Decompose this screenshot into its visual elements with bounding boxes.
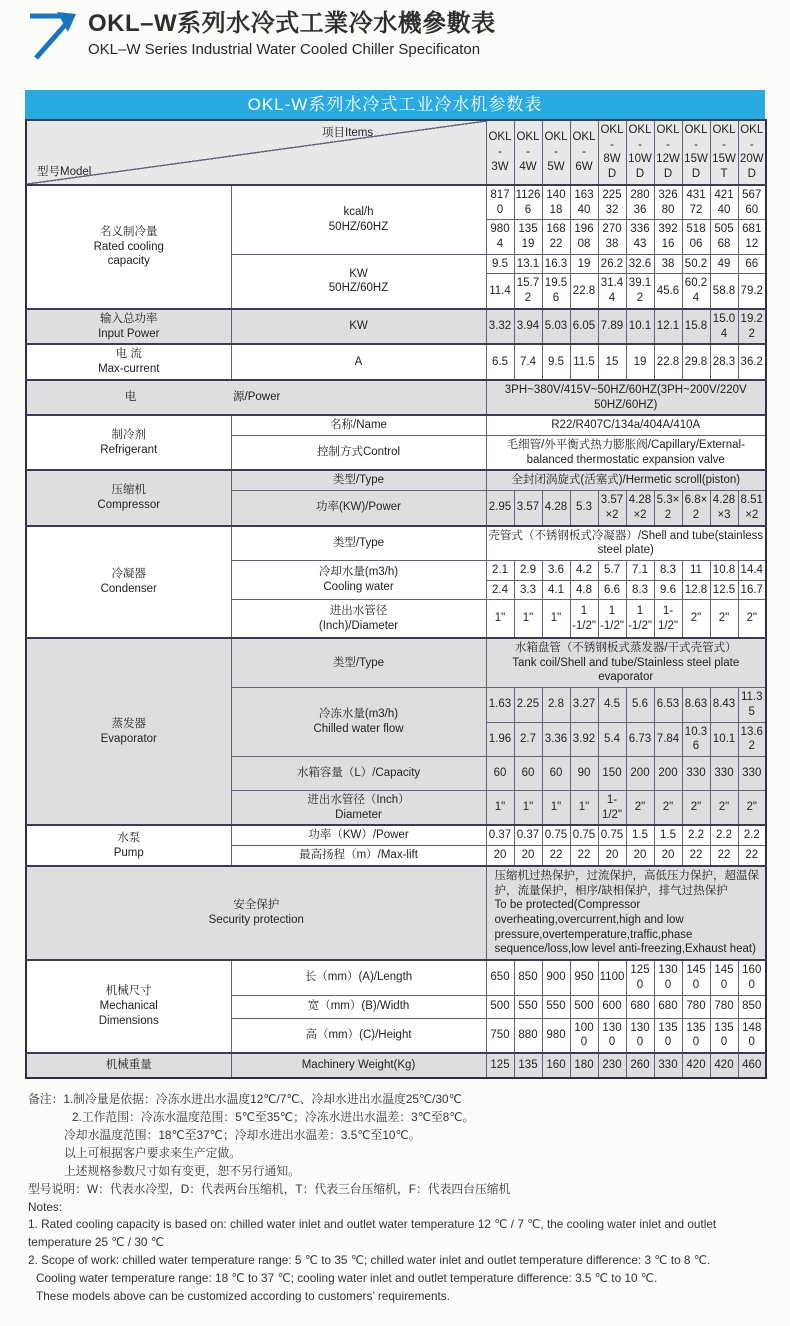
table-row [26, 344, 766, 379]
power-label-cn: 电 [124, 391, 137, 404]
section-label: 蒸发器 Evaporator [26, 638, 231, 825]
value-cell: 19608 [570, 220, 598, 254]
value-cell: 550 [542, 995, 570, 1018]
item-label: KW [231, 309, 486, 344]
value-cell: 1-1/2" [598, 790, 626, 825]
value-cell: 3.57×2 [598, 491, 626, 526]
note-line: 冷却水温度范围：18℃至37℃；冷却水进出水温差：3.5℃至10℃。 [64, 1127, 421, 1142]
value-cell: 10.8 [710, 560, 738, 580]
value-cell: 12.5 [710, 580, 738, 600]
up-right-arrow-icon [24, 8, 82, 67]
page-header [0, 0, 790, 74]
value-cell: 27038 [598, 220, 626, 254]
table-row [26, 185, 766, 220]
value-cell: 850 [514, 960, 542, 995]
value-cell: 5.7 [598, 560, 626, 580]
table-row [26, 380, 766, 415]
value-cell: 60 [542, 756, 570, 790]
item-label: 功率（KW）/Power [231, 825, 486, 845]
note-line: 1. Rated cooling capacity is based on: chilled water inlet and outlet water temperature 12 ℃ / 7 ℃, the cooling water inlet and outlet [28, 1217, 717, 1232]
item-label: 名称/Name [231, 415, 486, 435]
value-cell: 6.8×2 [682, 491, 710, 526]
value-cell: 15 [598, 344, 626, 379]
table-title: OKL-W系列水冷式工业冷水机参数表 [25, 90, 765, 119]
value-cell: 28036 [626, 185, 654, 220]
value-cell: 3.92 [570, 722, 598, 756]
power-label-en: 源/Power [233, 391, 281, 404]
value-cell: 1" [486, 790, 514, 825]
value-cell: 2" [710, 790, 738, 825]
value-cell: 20 [654, 846, 682, 866]
value-cell: 1100 [598, 960, 626, 995]
value-cell: 22 [710, 846, 738, 866]
column-header-model: OKL- 12WD [654, 120, 682, 185]
section-label: 安全保护 Security protection [26, 866, 486, 960]
value-cell: 16.7 [738, 580, 766, 600]
value-cell: 8.3 [654, 560, 682, 580]
value-cell: 7.84 [654, 722, 682, 756]
value-cell: 1480 [738, 1018, 766, 1053]
item-label: 高（mm）(C)/Height [231, 1018, 486, 1053]
value-cell: 38 [654, 254, 682, 274]
value-cell: 1350 [682, 1018, 710, 1053]
value-cell: 28.3 [710, 344, 738, 379]
value-cell: 19.56 [542, 274, 570, 309]
value-cell: 19 [626, 344, 654, 379]
value-cell: 135 [514, 1053, 542, 1078]
value-cell: 780 [710, 995, 738, 1018]
value-cell: 36.2 [738, 344, 766, 379]
value-cell: 1300 [598, 1018, 626, 1053]
value-cell: 2.8 [542, 688, 570, 722]
value-cell: 4.5 [598, 688, 626, 722]
value-cell: 2.2 [738, 825, 766, 845]
value-cell: 11 [682, 560, 710, 580]
column-header-model: OKL- 5W [542, 120, 570, 185]
value-cell: 1 -1/2" [570, 600, 598, 638]
value-cell: 230 [598, 1053, 626, 1078]
merged-value-cell: 毛细管/外平衡式热力膨胀阀/Capillary/External-balanced thermostatic expansion valve [486, 435, 766, 470]
item-label: 进出水管径（Inch） Diameter [231, 790, 486, 825]
value-cell: 2" [682, 790, 710, 825]
value-cell: 60 [486, 756, 514, 790]
section-label: 制冷剂 Refrigerant [26, 415, 231, 470]
table-row [26, 638, 766, 688]
table-header-row [26, 120, 766, 185]
value-cell: 20 [486, 846, 514, 866]
item-label: 最高扬程（m）/Max-lift [231, 846, 486, 866]
item-label: 宽（mm）(B)/Width [231, 995, 486, 1018]
item-label: 类型/Type [231, 470, 486, 490]
value-cell: 22532 [598, 185, 626, 220]
value-cell: 420 [682, 1053, 710, 1078]
power-label [28, 390, 485, 405]
item-label: Machinery Weight(Kg) [231, 1053, 486, 1078]
value-cell: 9.5 [542, 344, 570, 379]
value-cell: 3.36 [542, 722, 570, 756]
section-label: 水泵 Pump [26, 825, 231, 865]
value-cell: 45.6 [654, 274, 682, 309]
value-cell: 9.5 [486, 254, 514, 274]
value-cell: 9.6 [654, 580, 682, 600]
value-cell: 2" [682, 600, 710, 638]
value-cell: 2.2 [682, 825, 710, 845]
value-cell: 0.37 [514, 825, 542, 845]
value-cell: 9804 [486, 220, 514, 254]
value-cell: 42140 [710, 185, 738, 220]
note-line: 型号说明：W：代表水冷型，D：代表两台压缩机，T：代表三台压缩机，F：代表四台压缩机 [28, 1181, 511, 1196]
section-label: 压缩机 Compressor [26, 470, 231, 525]
value-cell: 1.96 [486, 722, 514, 756]
item-label: 类型/Type [231, 526, 486, 561]
value-cell: 2.2 [710, 825, 738, 845]
value-cell: 1 -1/2" [598, 600, 626, 638]
value-cell: 39.12 [626, 274, 654, 309]
value-cell: 1.63 [486, 688, 514, 722]
value-cell: 5.4 [598, 722, 626, 756]
value-cell: 49 [710, 254, 738, 274]
value-cell: 4.8 [570, 580, 598, 600]
merged-value-cell: 全封闭涡旋式(活塞式)/Hermetic scroll(piston) [486, 470, 766, 490]
note-line: 2. Scope of work: chilled water temperature range: 5 ℃ to 35 ℃; chilled water inlet and outlet temperature difference: 3 ℃ to 8 ℃. [28, 1253, 711, 1268]
value-cell: 680 [626, 995, 654, 1018]
table-row [26, 526, 766, 561]
value-cell: 19 [570, 254, 598, 274]
value-cell: 33643 [626, 220, 654, 254]
value-cell: 16.3 [542, 254, 570, 274]
value-cell: 14.4 [738, 560, 766, 580]
value-cell: 160 [542, 1053, 570, 1078]
value-cell: 66 [738, 254, 766, 274]
item-label: 类型/Type [231, 638, 486, 688]
value-cell: 5.3×2 [654, 491, 682, 526]
column-header-model: OKL- 20WD [738, 120, 766, 185]
value-cell: 0.75 [570, 825, 598, 845]
column-header-model: OKL- 4W [514, 120, 542, 185]
value-cell: 7.1 [626, 560, 654, 580]
value-cell: 4.28×3 [710, 491, 738, 526]
column-header-model: OKL- 15WD [682, 120, 710, 185]
value-cell: 330 [710, 756, 738, 790]
value-cell: 0.37 [486, 825, 514, 845]
value-cell: 3.57 [514, 491, 542, 526]
value-cell: 180 [570, 1053, 598, 1078]
table-row [26, 309, 766, 344]
spec-table [25, 119, 767, 1079]
table-row [26, 1053, 766, 1078]
item-label: 冷却水量(m3/h) Cooling water [231, 560, 486, 599]
value-cell: 330 [654, 1053, 682, 1078]
table-row [26, 960, 766, 995]
item-label: A [231, 344, 486, 379]
value-cell: 330 [738, 756, 766, 790]
value-cell: 2" [626, 790, 654, 825]
value-cell: 3.94 [514, 309, 542, 344]
value-cell: 60 [514, 756, 542, 790]
value-cell: 1" [542, 790, 570, 825]
value-cell: 1.5 [654, 825, 682, 845]
value-cell: 0.75 [598, 825, 626, 845]
value-cell: 3.3 [514, 580, 542, 600]
value-cell: 3.32 [486, 309, 514, 344]
value-cell: 32.6 [626, 254, 654, 274]
merged-value-cell: 壳管式（不锈钢板式冷凝器）/Shell and tube(stainless steel plate) [486, 526, 766, 561]
value-cell: 2" [654, 790, 682, 825]
merged-value-cell: 3PH~380V/415V~50HZ/60HZ(3PH~200V/220V 50HZ/60HZ) [486, 380, 766, 415]
value-cell: 1" [570, 790, 598, 825]
value-cell: 3.6 [542, 560, 570, 580]
value-cell: 79.2 [738, 274, 766, 309]
value-cell: 16822 [542, 220, 570, 254]
column-header-model: OKL- 8WD [598, 120, 626, 185]
table-row [26, 470, 766, 490]
table-corner-cell [26, 120, 486, 185]
value-cell: 650 [486, 960, 514, 995]
page-title-zh: OKL–W系列水冷式工業冷水機參數表 [88, 10, 496, 37]
item-label: 长（mm）(A)/Length [231, 960, 486, 995]
value-cell: 1" [514, 790, 542, 825]
item-label: 控制方式Control [231, 435, 486, 470]
value-cell: 460 [738, 1053, 766, 1078]
column-header-model: OKL- 3W [486, 120, 514, 185]
value-cell: 2" [738, 790, 766, 825]
note-line: These models above can be customized according to customers’ requirements. [36, 1289, 450, 1304]
value-cell: 6.73 [626, 722, 654, 756]
value-cell: 500 [570, 995, 598, 1018]
table-row [26, 825, 766, 845]
value-cell: 850 [738, 995, 766, 1018]
value-cell: 6.53 [654, 688, 682, 722]
value-cell: 13.1 [514, 254, 542, 274]
value-cell: 150 [598, 756, 626, 790]
value-cell: 2.1 [486, 560, 514, 580]
value-cell: 32680 [654, 185, 682, 220]
value-cell: 1000 [570, 1018, 598, 1053]
value-cell: 22.8 [570, 274, 598, 309]
value-cell: 68112 [738, 220, 766, 254]
section-label [26, 380, 486, 415]
value-cell: 19.22 [738, 309, 766, 344]
value-cell: 15.04 [710, 309, 738, 344]
item-label: kcal/h 50HZ/60HZ [231, 185, 486, 254]
item-label: KW 50HZ/60HZ [231, 254, 486, 309]
value-cell: 58.8 [710, 274, 738, 309]
value-cell: 500 [486, 995, 514, 1018]
section-label: 冷凝器 Condenser [26, 526, 231, 638]
value-cell: 20 [514, 846, 542, 866]
section-label: 名义制冷量 Rated cooling capacity [26, 185, 231, 309]
value-cell: 2.95 [486, 491, 514, 526]
value-cell: 6.5 [486, 344, 514, 379]
value-cell: 8.43 [710, 688, 738, 722]
table-body [26, 185, 766, 1078]
table-head [26, 120, 766, 185]
value-cell: 90 [570, 756, 598, 790]
value-cell: 7.89 [598, 309, 626, 344]
note-line: 2.工作范围：冷冻水温度范围：5℃至35℃；冷冻水进出水温差：3℃至8℃。 [72, 1109, 475, 1124]
value-cell: 14018 [542, 185, 570, 220]
note-line: temperature 25 ℃ / 30 ℃ [28, 1235, 165, 1250]
value-cell: 2.4 [486, 580, 514, 600]
value-cell: 3.27 [570, 688, 598, 722]
note-line: Notes: [28, 1199, 63, 1214]
value-cell: 4.28×2 [626, 491, 654, 526]
column-header-model: OKL- 10WD [626, 120, 654, 185]
value-cell: 16340 [570, 185, 598, 220]
value-cell: 8170 [486, 185, 514, 220]
value-cell: 11.4 [486, 274, 514, 309]
value-cell: 750 [486, 1018, 514, 1053]
value-cell: 20 [598, 846, 626, 866]
table-row [26, 866, 766, 960]
value-cell: 600 [598, 995, 626, 1018]
value-cell: 22.8 [654, 344, 682, 379]
value-cell: 200 [626, 756, 654, 790]
value-cell: 13519 [514, 220, 542, 254]
value-cell: 950 [570, 960, 598, 995]
section-label: 机械尺寸 Mechanical Dimensions [26, 960, 231, 1053]
value-cell: 29.8 [682, 344, 710, 379]
value-cell: 10.1 [626, 309, 654, 344]
value-cell: 550 [514, 995, 542, 1018]
value-cell: 22 [738, 846, 766, 866]
corner-items-label: 项目Items [322, 127, 374, 139]
value-cell: 22 [542, 846, 570, 866]
value-cell: 8.3 [626, 580, 654, 600]
value-cell: 56760 [738, 185, 766, 220]
value-cell: 880 [514, 1018, 542, 1053]
value-cell: 43172 [682, 185, 710, 220]
value-cell: 900 [542, 960, 570, 995]
value-cell: 1600 [738, 960, 766, 995]
value-cell: 1300 [654, 960, 682, 995]
value-cell: 1350 [654, 1018, 682, 1053]
value-cell: 22 [682, 846, 710, 866]
value-cell: 1" [542, 600, 570, 638]
notes [28, 1091, 762, 1306]
value-cell: 11.35 [738, 688, 766, 722]
note-line: Cooling water temperature range: 18 ℃ to 37 ℃; cooling water inlet and outlet temperature difference: 3.5 ℃ to 10 ℃. [36, 1271, 658, 1286]
value-cell: 12.1 [654, 309, 682, 344]
section-label: 机械重量 [26, 1053, 231, 1078]
value-cell: 50.2 [682, 254, 710, 274]
value-cell: 4.1 [542, 580, 570, 600]
item-label: 冷冻水量(m3/h) Chilled water flow [231, 688, 486, 757]
value-cell: 1 -1/2" [626, 600, 654, 638]
value-cell: 1- 1/2" [654, 600, 682, 638]
value-cell: 1350 [710, 1018, 738, 1053]
value-cell: 1450 [710, 960, 738, 995]
value-cell: 1.5 [626, 825, 654, 845]
value-cell: 13.62 [738, 722, 766, 756]
value-cell: 8.63 [682, 688, 710, 722]
value-cell: 10.36 [682, 722, 710, 756]
item-label: 进出水管径 (Inch)/Diameter [231, 600, 486, 638]
value-cell: 4.2 [570, 560, 598, 580]
value-cell: 5.3 [570, 491, 598, 526]
value-cell: 5.03 [542, 309, 570, 344]
value-cell: 6.05 [570, 309, 598, 344]
value-cell: 2.7 [514, 722, 542, 756]
value-cell: 39216 [654, 220, 682, 254]
value-cell: 0.75 [542, 825, 570, 845]
value-cell: 12.8 [682, 580, 710, 600]
value-cell: 2.25 [514, 688, 542, 722]
value-cell: 31.44 [598, 274, 626, 309]
value-cell: 11.5 [570, 344, 598, 379]
column-header-model: OKL- 15WT [710, 120, 738, 185]
value-cell: 22 [570, 846, 598, 866]
value-cell: 2.9 [514, 560, 542, 580]
value-cell: 20 [626, 846, 654, 866]
value-cell: 420 [710, 1053, 738, 1078]
spec-table-wrap [25, 90, 765, 1079]
value-cell: 4.28 [542, 491, 570, 526]
table-row [26, 415, 766, 435]
value-cell: 26.2 [598, 254, 626, 274]
column-header-model: OKL- 6W [570, 120, 598, 185]
value-cell: 980 [542, 1018, 570, 1053]
value-cell: 200 [654, 756, 682, 790]
value-cell: 260 [626, 1053, 654, 1078]
value-cell: 330 [682, 756, 710, 790]
note-line: 上述规格参数尺寸如有变更，恕不另行通知。 [64, 1163, 300, 1178]
value-cell: 125 [486, 1053, 514, 1078]
page-title-en: OKL–W Series Industrial Water Cooled Chiller Specificaton [88, 40, 481, 58]
value-cell: 15.72 [514, 274, 542, 309]
merged-value-cell: 水箱盘管（不锈钢板式蒸发器/干式壳管式） Tank coil/Shell and tube/Stainless steel plate evaporator [486, 638, 766, 688]
item-label: 功率(KW)/Power [231, 491, 486, 526]
value-cell: 7.4 [514, 344, 542, 379]
value-cell: 10.1 [710, 722, 738, 756]
value-cell: 780 [682, 995, 710, 1018]
value-cell: 6.6 [598, 580, 626, 600]
value-cell: 1450 [682, 960, 710, 995]
note-line: 备注：1.制冷量是依据：冷冻水进出水温度12℃/7℃、冷却水进出水温度25℃/30℃ [28, 1092, 462, 1106]
merged-value-cell: R22/R407C/134a/404A/410A [486, 415, 766, 435]
value-cell: 8.51×2 [738, 491, 766, 526]
value-cell: 5.6 [626, 688, 654, 722]
value-cell: 2" [710, 600, 738, 638]
merged-value-cell: 压缩机过热保护，过流保护，高低压力保护，超温保护，流量保护，相序/缺相保护，排气过热保护 To be protected(Compressor overheating,overcurrent,high and low pressure,overtemperature,traffic,phase sequence/loss,low level anti-freezing,Exhaust heat) [486, 866, 766, 960]
value-cell: 51806 [682, 220, 710, 254]
corner-model-label: 型号Model [37, 166, 92, 179]
value-cell: 680 [654, 995, 682, 1018]
section-label: 输入总功率 Input Power [26, 309, 231, 344]
section-label: 电 流 Max-current [26, 344, 231, 379]
value-cell: 60.24 [682, 274, 710, 309]
value-cell: 1300 [626, 1018, 654, 1053]
value-cell: 1" [486, 600, 514, 638]
value-cell: 2" [738, 600, 766, 638]
item-label: 水箱容量（L）/Capacity [231, 756, 486, 790]
note-line: 以上可根据客户要求来生产定做。 [64, 1145, 241, 1160]
value-cell: 1250 [626, 960, 654, 995]
value-cell: 1" [514, 600, 542, 638]
value-cell: 50568 [710, 220, 738, 254]
value-cell: 11266 [514, 185, 542, 220]
value-cell: 15.8 [682, 309, 710, 344]
